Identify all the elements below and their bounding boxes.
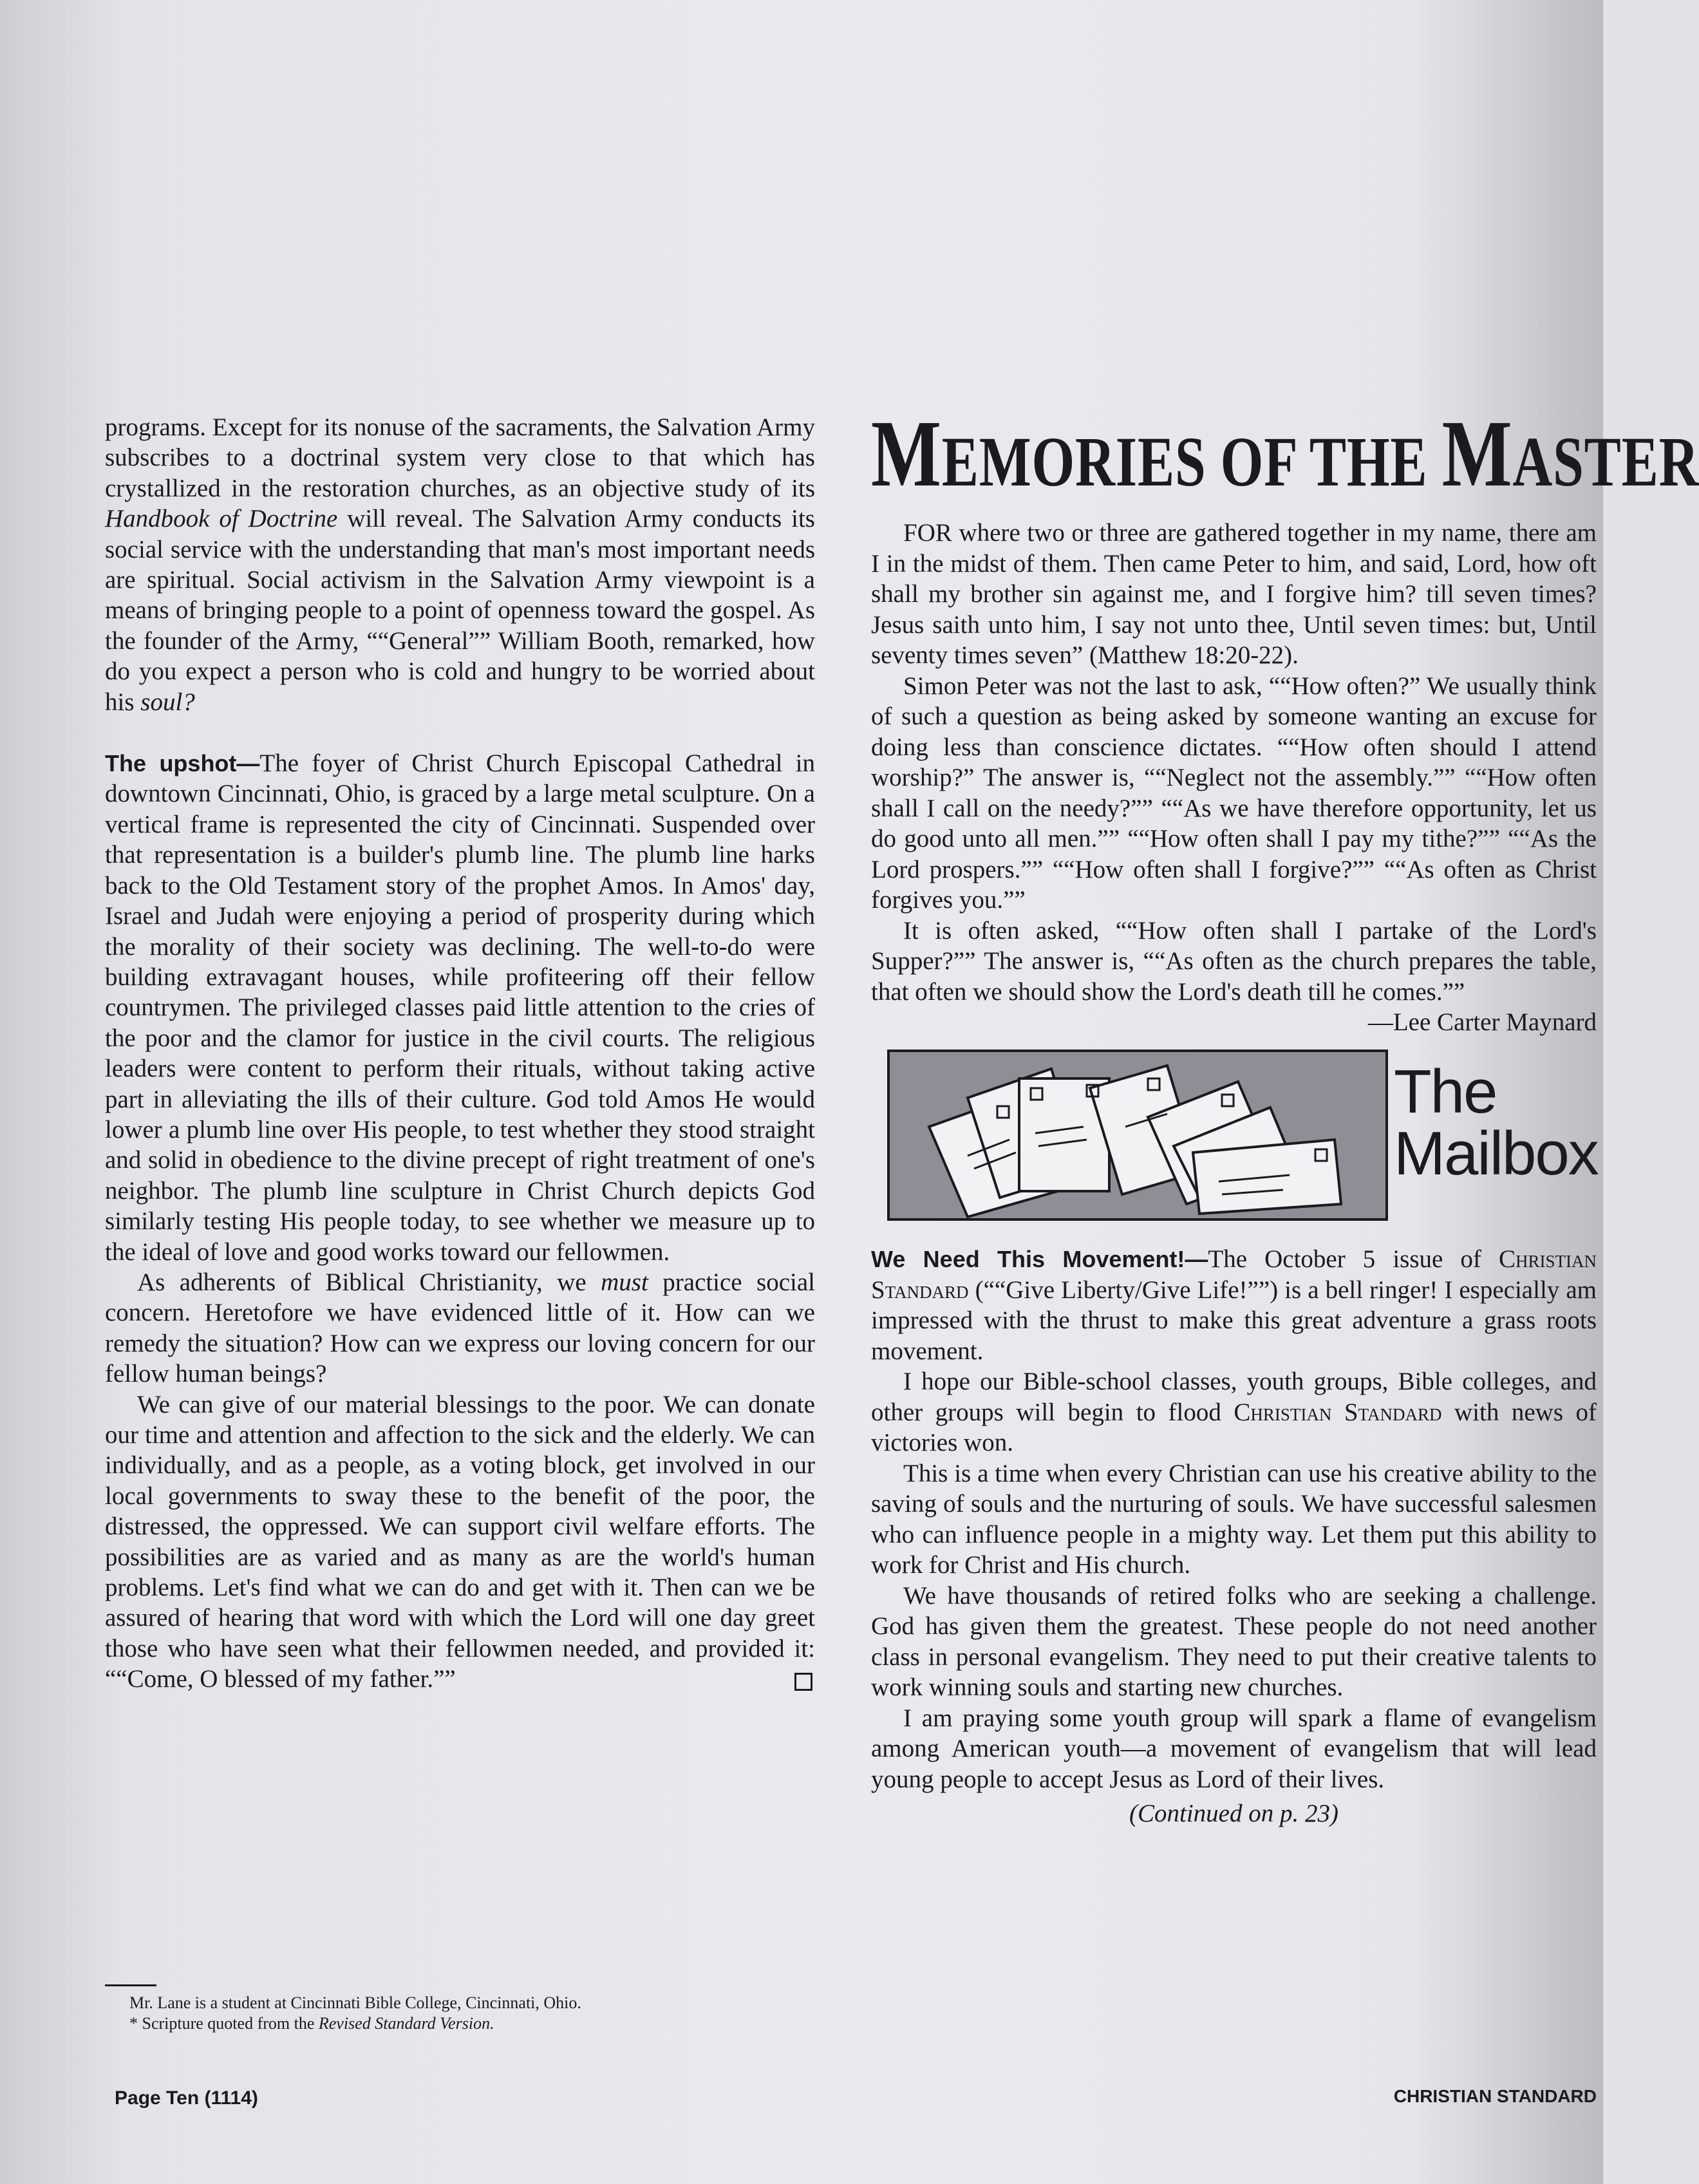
mailbox-letter	[871, 1244, 1597, 1829]
memories-article	[871, 518, 1597, 1036]
upshot-run-in-head: The upshot—	[105, 750, 260, 777]
publication-footer: CHRISTIAN STANDARD	[1393, 2086, 1597, 2106]
mailbox-title: The Mailbox	[1394, 1057, 1598, 1188]
page-number-footer: Page Ten (1114)	[115, 2087, 258, 2109]
memories-paragraph-2: Simon Peter was not the last to ask, ““How often?” We usually think of such a question as being asked by someone wanting an excuse for doing less than conscience dictates. ““How often should I attend worship?” The answer is, ““Neglect not the assembly.”” ““How often shall I call on the needy?”” ““As we have therefore opportunity, let us do good unto all men.”” ““How often shall I pay my tithe?”” ““As the Lord prospers.”” ““How often shall I forgive?”” ““As often as Christ forgives you.””	[871, 672, 1597, 914]
memories-of-the-master-heading: MEMORIES OF THE MASTER	[871, 401, 1699, 507]
article-paragraph-3: As adherents of Biblical Christianity, we must practice social concern. Heretofore we have evidenced little of it. How can we remedy the situation? How can we express our loving concern for our fellow human beings?	[105, 1268, 815, 1388]
envelopes-icon	[871, 1043, 1386, 1223]
memories-paragraph-3: It is often asked, ““How often shall I partake of the Lord's Supper?”” The answer is, ““As often as the church prepares the table, that often we should show the Lord's death till he comes.”” —Lee Carter Maynard	[871, 916, 1597, 1008]
article-paragraph-4: We can give of our material blessings to the poor. We can donate our time and attention and affection to the sick and the elderly. We can individually, and as a people, as a voting block, get involved in our local governments to sway these to the benefit of the poor, the distressed, the oppressed. We can support civil welfare efforts. The possibilities are as varied and as many as are the world's human problems. Let's find what we can do and get with it. Then can we be assured of hearing that word with which the Lord will one day greet those who have seen what their fellowmen needed, and provided it: ““Come, O blessed of my father.””	[105, 1390, 815, 1693]
end-of-article-square-icon	[794, 1673, 812, 1691]
mailbox-paragraph-3: This is a time when every Christian can use his creative ability to the saving of souls and the nurturing of souls. We have successful salesmen who can influence people in a mighty way. Let them put this ability to work for Christ and His church.	[871, 1459, 1597, 1579]
mailbox-paragraph-5: I am praying some youth group will spark a flame of evangelism among American youth—a movement of evangelism that will lead young people to accept Jesus as Lord of their lives.	[871, 1704, 1597, 1793]
memories-signature: —Lee Carter Maynard	[1367, 1008, 1597, 1036]
footnote-author: Mr. Lane is a student at Cincinnati Bible College, Cincinnati, Ohio.	[129, 1993, 581, 2012]
continued-on-note: (Continued on p. 23)	[1129, 1800, 1338, 1827]
mailbox-paragraph-4: We have thousands of retired folks who are seeking a challenge. God has given them the greatest. These people do not need another class in personal evangelism. They need to put their creative talents to work winning souls and starting new churches.	[871, 1581, 1597, 1701]
right-column	[871, 401, 1699, 1829]
mailbox-paragraph-2: I hope our Bible-school classes, youth groups, Bible colleges, and other groups will begin to flood Christian Standard with news of victories won.	[871, 1368, 1597, 1456]
memories-paragraph-1: FOR where two or three are gathered together in my name, there am I in the midst of them. Then came Peter to him, and said, Lord, how oft shall my brother sin against me, and I forgive him? till seven times? Jesus saith unto him, I say not unto thee, Until seven times: but, Until seventy times seven” (Matthew 18:20-22).	[871, 519, 1597, 669]
footnotes	[105, 1984, 749, 2034]
mailbox-header	[871, 1043, 1597, 1223]
article-paragraph-1: programs. Except for its nonuse of the sacraments, the Salvation Army subscribes to a doctrinal system very close to that which has crystallized in the restoration churches, as an objective study of its Handbook of Doctrine will reveal. The Salvation Army conducts its social service with the understanding that man's most important needs are spiritual. Social activism in the Salvation Army viewpoint is a means of bringing people to a point of openness toward the gospel. As the founder of the Army, ““General”” William Booth, remarked, how do you expect a person who is cold and hungry to be worried about his soul?	[105, 413, 815, 716]
mailbox-paragraph-1: We Need This Movement!—The October 5 issue of Christian Standard (““Give Liberty/Give Life!””) is a bell ringer! I especially am impressed with the thrust to make this great adventure a grass roots movement.	[871, 1245, 1597, 1365]
footnote-scripture: * Scripture quoted from the Revised Standard Version.	[129, 2014, 494, 2033]
left-column-article	[105, 412, 815, 1695]
footnote-rule	[105, 1984, 156, 1986]
mailbox-letter-head: We Need This Movement!—	[871, 1246, 1208, 1272]
article-paragraph-upshot: The upshot—The foyer of Christ Church Episcopal Cathedral in downtown Cincinnati, Ohio, is graced by a large metal sculpture. On a vertical frame is represented the city of Cincinnati. Suspended over that representation is a builder's plumb line. The plumb line harks back to the Old Testament story of the prophet Amos. In Amos' day, Israel and Judah were enjoying a period of prosperity during which the morality of their society was declining. The well-to-do were building extravagant houses, while profiteering off their fellow countrymen. The privileged classes paid little attention to the cries of the poor and the clamor for justice in the civil courts. The religious leaders were content to perform their rituals, without taking active part in alleviating the ills of their culture. God told Amos He would lower a plumb line over His people, to test whether they stood straight and solid in obedience to the divine precept of right treatment of one's neighbor. The plumb line sculpture in Christ Church depicts God similarly testing His people today, to see whether we measure up to the ideal of love and good works toward our fellowmen.	[105, 749, 815, 1266]
